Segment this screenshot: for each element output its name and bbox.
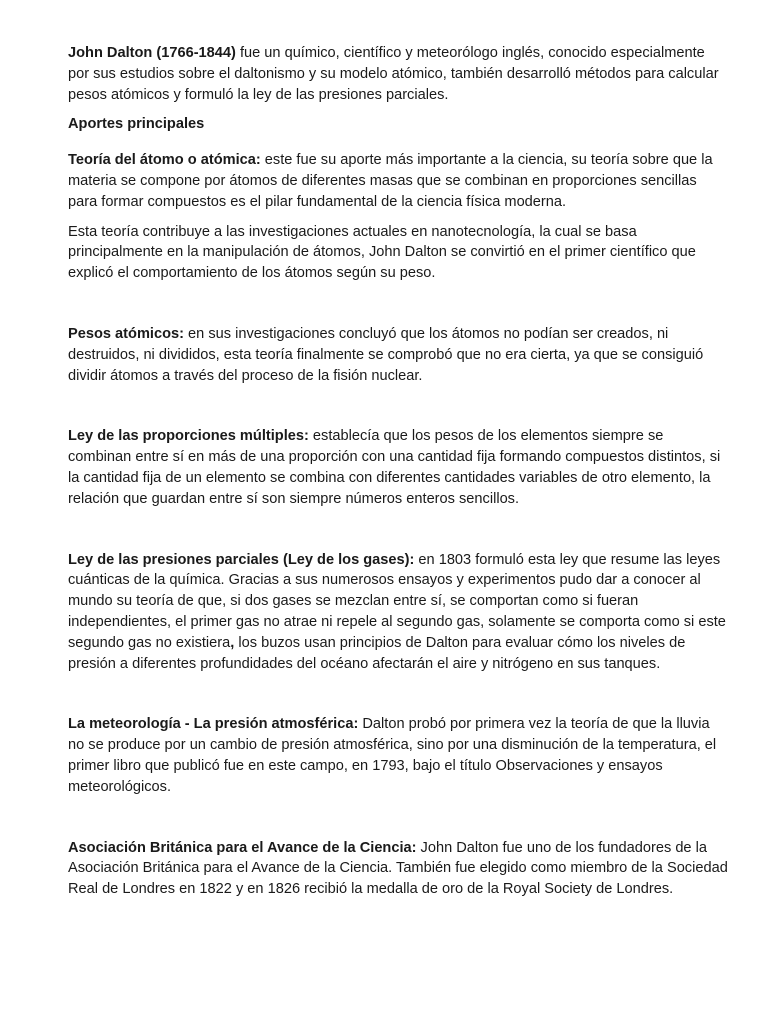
document-page <box>68 43 728 900</box>
paragraph-lead: Asociación Británica para el Avance de la Ciencia: <box>68 839 417 856</box>
paragraph-atomic-weights <box>68 324 728 386</box>
paragraph-british-association <box>68 838 728 900</box>
paragraph-lead: Pesos atómicos: <box>68 325 184 342</box>
paragraph-text: Esta teoría contribuye a las investigaciones actuales en nanotecnología, la cual se basa principalmente en la manipulación de átomos, John Dalton se convirtió en el primer científico que explicó el comportamiento de los átomos según su peso. <box>68 223 696 282</box>
paragraph-partial-pressures <box>68 550 728 675</box>
paragraph-lead: Teoría del átomo o atómica: <box>68 152 261 169</box>
paragraph-atomic-theory <box>68 150 728 212</box>
paragraph-text: Dalton probó por primera vez la teoría de que la lluvia no se produce por un cambio de presión atmosférica, sino por una disminución de la temperatura, el primer libro que publicó fue en este campo, en 1793, bajo el título Observaciones y ensayos meteorológicos. <box>68 716 717 795</box>
intro-paragraph <box>68 43 728 105</box>
paragraph-text: establecía que los pesos de los elementos siempre se combinan entre sí en más de una proporción con una cantidad fija formando compuestos distintos, si la cantidad fija de un elemento se combina con diferentes cantidades variables de otro elemento, la relación que guardan entre sí son siempre números enteros sencillos. <box>68 428 721 507</box>
paragraph-nanotech <box>68 222 728 284</box>
paragraph-meteorology <box>68 714 728 797</box>
paragraph-text: en 1803 formuló esta ley que resume las leyes cuánticas de la química. Gracias a sus numerosos ensayos y experimentos pudo dar a conocer al mundo su teoría de que, si dos gases se mezclan entre sí, se comportan como si fueran independientes, el primer gas no atrae ni repele al segundo gas, solamente se comporta como si este segundo gas no existiera <box>68 551 726 651</box>
paragraph-text: este fue su aporte más importante a la ciencia, su teoría sobre que la materia se compone por átomos de diferentes masas que se combinan en proporciones sencillas para formar compuestos es el pilar fundamental de la ciencia física moderna. <box>68 152 713 210</box>
paragraph-lead: La meteorología - La presión atmosférica: <box>68 716 359 733</box>
paragraph-text: John Dalton fue uno de los fundadores de la Asociación Británica para el Avance de la Ciencia. También fue elegido como miembro de la Sociedad Real de Londres en 1822 y en 1826 recibió la medalla de oro de la Royal Society de Londres. <box>68 839 728 898</box>
section-heading: Aportes principales <box>68 116 205 133</box>
paragraph-lead: Ley de las proporciones múltiples: <box>68 428 309 445</box>
paragraph-lead: Ley de las presiones parciales (Ley de los gases): <box>68 551 415 568</box>
intro-text: fue un químico, científico y meteorólogo inglés, conocido especialmente por sus estudios sobre el daltonismo y su modelo atómico, también desarrolló métodos para calcular pesos atómicos y formuló la ley de las presiones parciales. <box>68 45 719 103</box>
paragraph-multiple-proportions <box>68 426 728 509</box>
paragraph-tail: los buzos usan principios de Dalton para evaluar cómo los niveles de presión a diferentes profundidades del océano afectarán el aire y nitrógeno en sus tanques. <box>68 634 686 672</box>
paragraph-mark: , <box>230 634 235 651</box>
paragraph-text: en sus investigaciones concluyó que los átomos no podían ser creados, ni destruidos, ni divididos, esta teoría finalmente se comprobó que no era cierta, ya que se consiguió dividir átomos a través del proceso de la fisión nuclear. <box>68 325 704 384</box>
intro-lead: John Dalton (1766-1844) <box>68 45 236 61</box>
